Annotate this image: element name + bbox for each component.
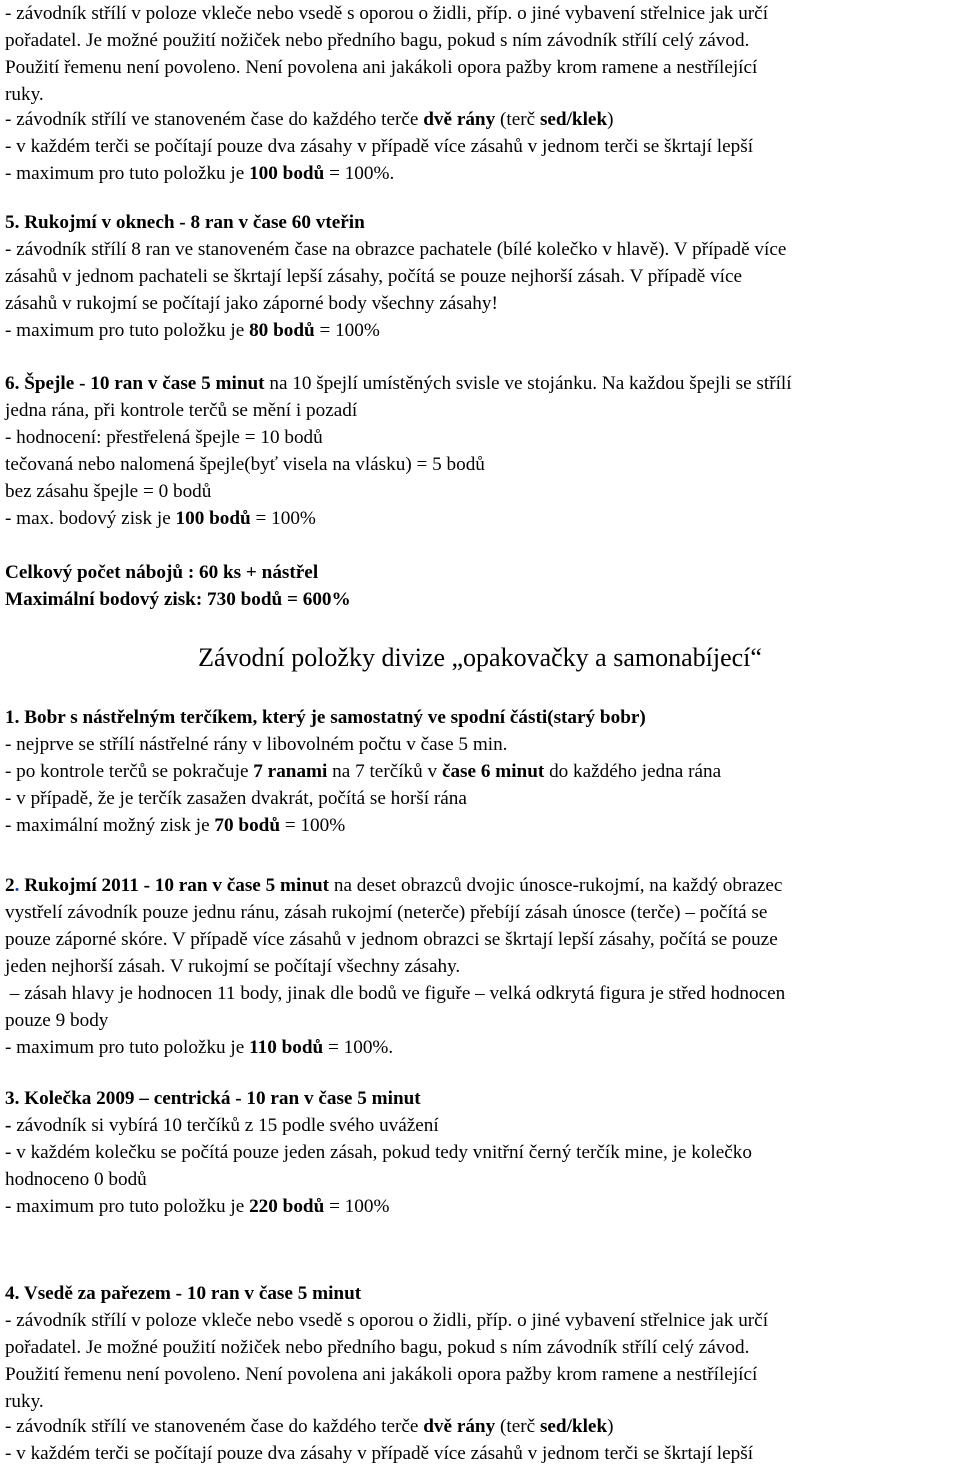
text-segment: pouze záporné skóre. V případě více zásahů v jednom obrazci se škrtají lepší zásahy, počítá se pouze	[5, 929, 778, 950]
bold-text: 4. Vsedě za pařezem - 10 ran v čase 5 minut	[5, 1283, 362, 1304]
text-segment: - maximum pro tuto položku je	[5, 1196, 250, 1217]
text-segment: = 100%	[280, 815, 346, 836]
text-line	[5, 160, 394, 187]
text-segment: bez zásahu špejle = 0 bodů	[5, 481, 212, 502]
text-segment: na 10 špejlí umístěných svisle ve stojánku. Na každou špejli se střílí	[264, 373, 792, 394]
text-line	[5, 397, 357, 424]
text-line	[5, 451, 485, 478]
bold-text: 7 ranami	[253, 761, 328, 782]
bold-text: Rukojmí 2011 - 10 ran v čase 5 minut	[19, 875, 330, 896]
text-line	[5, 1139, 752, 1166]
text-segment: - max. bodový zisk je	[5, 508, 176, 529]
bold-text: 70 bodů	[214, 815, 281, 836]
division-heading-text: Závodní položky divize „opakovačky a samonabíjecí“	[198, 643, 762, 672]
text-segment: Použití řemenu není povoleno. Není povolena ani jakákoli opora pažby krom ramene a nestřílející	[5, 57, 758, 78]
text-segment: - maximum pro tuto položku je	[5, 163, 250, 184]
text-line	[5, 209, 365, 236]
text-line	[5, 133, 753, 160]
text-segment: - v každém terči se počítají pouze dva zásahy v případě více zásahů v jednom terči se škrtají lepší	[5, 1443, 754, 1464]
text-segment: - v každém kolečku se počítá pouze jeden zásah, pokud tedy vnitřní černý terčík mine, je kolečko	[5, 1142, 752, 1163]
text-segment: ruky.	[5, 84, 44, 105]
text-segment: tečovaná nebo nalomená špejle(byť visela na vlásku) = 5 bodů	[5, 454, 485, 475]
text-line	[5, 1112, 439, 1139]
text-segment: - v případě, že je terčík zasažen dvakrát, počítá se horší rána	[5, 788, 467, 809]
bold-text: čase 6 minut	[441, 761, 545, 782]
text-segment: hodnoceno 0 bodů	[5, 1169, 147, 1190]
text-line	[5, 1193, 389, 1220]
text-line	[5, 1280, 361, 1307]
text-segment: zásahů v rukojmí se počítají jako záporné body všechny zásahy!	[5, 293, 498, 314]
text-line	[5, 704, 646, 731]
text-segment: jeden nejhorší zásah. V rukojmí se počítají všechny zásahy.	[5, 956, 461, 977]
text-line	[5, 1388, 44, 1415]
text-line	[5, 586, 351, 613]
text-segment: = 100%.	[324, 163, 395, 184]
text-segment: - závodník střílí v poloze vkleče nebo vsedě s oporou o židli, příp. o jiné vybavení střelnice jak určí	[5, 1310, 769, 1331]
text-segment: do každého jedna rána	[544, 761, 722, 782]
text-line	[5, 758, 721, 785]
text-line	[5, 1440, 753, 1467]
text-line	[5, 27, 749, 54]
bold-text: Celkový počet nábojů : 60 ks + nástřel	[5, 562, 319, 583]
bold-text: dvě rány	[423, 1416, 496, 1437]
text-segment: - maximum pro tuto položku je	[5, 1037, 250, 1058]
text-segment: - maximální možný zisk je	[5, 815, 215, 836]
text-line	[5, 872, 782, 899]
text-segment: = 100%	[250, 508, 316, 529]
bold-text: 100 bodů	[249, 163, 325, 184]
bold-text: 2	[5, 875, 15, 896]
text-line	[5, 899, 767, 926]
text-segment: = 100%.	[323, 1037, 394, 1058]
bold-text: 220 bodů	[249, 1196, 325, 1217]
text-line	[5, 290, 498, 317]
text-line	[5, 317, 380, 344]
text-line	[5, 1334, 749, 1361]
text-segment: - závodník střílí ve stanoveném čase do každého terče	[5, 1416, 424, 1437]
text-segment: - závodník střílí 8 ran ve stanoveném čase na obrazce pachatele (bílé kolečko v hlavě). V případě více	[5, 239, 787, 260]
text-line	[5, 926, 778, 953]
text-segment: zásahů v jednom pachateli se škrtají lepší zásahy, počítá se pouze nejhorší zásah. V případě více	[5, 266, 743, 287]
text-line	[5, 1307, 768, 1334]
text-segment: - závodník střílí ve stanoveném čase do každého terče	[5, 109, 424, 130]
text-segment: na deset obrazců dvojic únosce-rukojmí, na každý obrazec	[329, 875, 783, 896]
text-segment: )	[607, 1416, 614, 1437]
bold-text: 3. Kolečka 2009 – centrická - 10 ran v čase 5 minut	[5, 1088, 421, 1109]
text-line	[5, 236, 786, 263]
text-segment: ruky.	[5, 1391, 44, 1412]
text-segment: - v každém terči se počítají pouze dva zásahy v případě více zásahů v jednom terči se škrtají lepší	[5, 136, 754, 157]
text-segment: (terč	[495, 1416, 540, 1437]
bold-text: 80 bodů	[249, 320, 315, 341]
text-segment: = 100%	[314, 320, 380, 341]
text-line	[5, 559, 318, 586]
text-line	[5, 1361, 757, 1388]
bold-text: 110 bodů	[249, 1037, 324, 1058]
text-line	[5, 812, 345, 839]
text-segment: Použití řemenu není povoleno. Není povolena ani jakákoli opora pažby krom ramene a nestřílející	[5, 1364, 758, 1385]
text-line	[5, 1007, 108, 1034]
bold-text: -	[5, 1115, 12, 1136]
bold-text: sed/klek	[539, 109, 608, 130]
text-segment: - po kontrole terčů se pokračuje	[5, 761, 254, 782]
text-line	[5, 1413, 614, 1440]
bold-text: 5. Rukojmí v oknech - 8 ran v čase 60 vteřin	[5, 212, 365, 233]
text-line	[5, 0, 768, 27]
text-line	[5, 54, 757, 81]
text-line	[5, 1034, 393, 1061]
text-segment: závodník si vybírá 10 terčíků z 15 podle svého uvážení	[11, 1115, 439, 1136]
text-segment: = 100%	[324, 1196, 390, 1217]
text-line	[5, 478, 211, 505]
text-line	[5, 785, 467, 812]
text-segment: (terč	[495, 109, 540, 130]
bold-text: sed/klek	[539, 1416, 608, 1437]
text-segment: pouze 9 body	[5, 1010, 109, 1031]
text-segment: - závodník střílí v poloze vkleče nebo vsedě s oporou o židli, příp. o jiné vybavení střelnice jak určí	[5, 3, 769, 24]
text-line	[5, 953, 460, 980]
text-line	[5, 1085, 421, 1112]
bold-text: 100 bodů	[175, 508, 251, 529]
text-segment: – zásah hlavy je hodnocen 11 body, jinak dle bodů ve figuře – velká odkrytá figura je střed hodnocen	[5, 983, 786, 1004]
text-segment: vystřelí závodník pouze jednu ránu, zásah rukojmí (neterče) přebíjí zásah únosce (terče) – počítá se	[5, 902, 768, 923]
text-segment: pořadatel. Je možné použití nožiček nebo předního bagu, pokud s ním závodník střílí celý závod.	[5, 1337, 750, 1358]
bold-text: 6. Špejle - 10 ran v čase 5 minut	[5, 373, 265, 394]
text-segment: - maximum pro tuto položku je	[5, 320, 250, 341]
text-segment: pořadatel. Je možné použití nožiček nebo předního bagu, pokud s ním závodník střílí celý závod.	[5, 30, 750, 51]
text-line	[5, 980, 785, 1007]
text-segment: - hodnocení: přestřelená špejle = 10 bodů	[5, 427, 323, 448]
text-segment: - nejprve se střílí nástřelné rány v libovolném počtu v čase 5 min.	[5, 734, 508, 755]
text-line	[5, 263, 742, 290]
text-segment: na 7 terčíků v	[327, 761, 442, 782]
text-line	[5, 424, 323, 451]
bold-text: 1. Bobr s nástřelným terčíkem, který je samostatný ve spodní části(starý bobr)	[5, 707, 646, 728]
bold-text: dvě rány	[423, 109, 496, 130]
text-segment: jedna rána, při kontrole terčů se mění i pozadí	[5, 400, 358, 421]
text-line	[5, 731, 507, 758]
text-line	[5, 81, 44, 108]
text-line	[5, 505, 316, 532]
text-line	[5, 106, 614, 133]
bold-text: .	[14, 875, 20, 896]
bold-text: Maximální bodový zisk: 730 bodů = 600%	[5, 589, 351, 610]
text-line	[5, 1166, 147, 1193]
text-line	[5, 370, 792, 397]
division-heading	[0, 642, 960, 674]
text-segment: )	[607, 109, 614, 130]
